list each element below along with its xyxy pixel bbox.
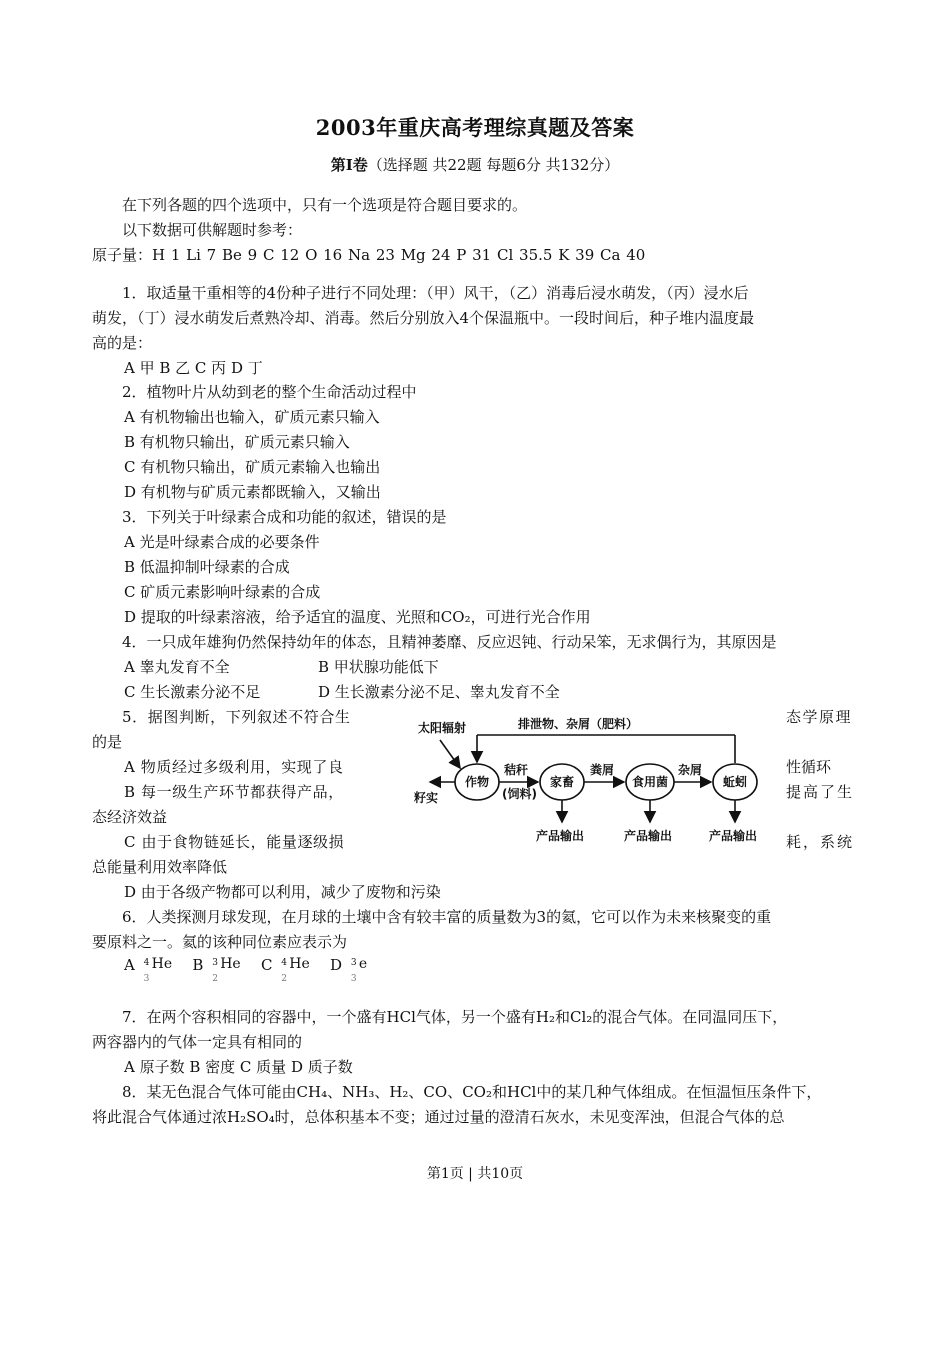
question-5-option-a-right: 性循环	[786, 758, 832, 776]
question-5-option-c: C 由于食物链延长，能量逐级损	[124, 833, 345, 851]
question-5-option-b: B 每一级生产环节都获得产品，	[124, 783, 344, 801]
question-7-options: A 原子数 B 密度 C 质量 D 质子数	[124, 1058, 353, 1076]
question-5-option-c-right: 耗，系统	[786, 833, 855, 851]
question-2-option-c: C 有机物只输出，矿质元素输入也输出	[124, 458, 381, 476]
question-6-line: 6．人类探测月球发现，在月球的土壤中含有较丰富的质量数为3的氦，它可以作为未来核聚变的重	[122, 908, 772, 926]
question-4-option-a: A 睾丸发育不全	[124, 658, 230, 676]
sun-label: 太阳辐射	[418, 721, 467, 735]
feed-label: (饲料)	[502, 787, 537, 801]
question-5-option-b-right: 提高了生	[786, 783, 855, 801]
question-3-option-d: D 提取的叶绿素溶液，给予适宜的温度、光照和CO₂，可进行光合作用	[124, 608, 591, 626]
page-footer: 第1页 | 共10页	[426, 1166, 524, 1182]
question-5-option-d: D 由于各级产物都可以利用，减少了废物和污染	[124, 883, 441, 901]
question-5-option-c-cont: 总能量利用效率降低	[92, 858, 228, 876]
fungi-label: 食用菌	[632, 775, 669, 789]
question-4-stem: 4．一只成年雄狗仍然保持幼年的体态，且精神萎靡、反应迟钝、行动呆笨，无求偶行为，其原因是	[122, 633, 777, 651]
question-4-option-c: C 生长激素分泌不足	[124, 683, 261, 701]
crop-label: 作物	[465, 775, 490, 789]
option-label: B	[192, 956, 204, 974]
question-4-option-b: B 甲状腺功能低下	[318, 658, 439, 676]
livestock-label: 家畜	[550, 775, 575, 789]
question-6-options	[124, 956, 385, 986]
option-label: C	[261, 956, 273, 974]
question-4-option-d: D 生长激素分泌不足、睾丸发育不全	[318, 683, 560, 701]
question-2-option-a: A 有机物输出也输入，矿质元素只输入	[124, 408, 380, 426]
question-3-option-a: A 光是叶绿素合成的必要条件	[124, 533, 320, 551]
question-7-line: 7．在两个容积相同的容器中，一个盛有HCl气体，另一个盛有H₂和Cl₂的混合气体。在同温同压下，	[122, 1008, 788, 1026]
ecosystem-flow-diagram	[410, 710, 780, 858]
question-2-stem: 2．植物叶片从幼到老的整个生命活动过程中	[122, 383, 417, 401]
isotope-notation: 4 He 2	[281, 956, 310, 984]
isotope-notation: 4 He 3	[143, 956, 173, 984]
output-label-3: 产品输出	[709, 829, 758, 843]
intro-line: 以下数据可供解题时参考：	[122, 221, 303, 239]
question-2-option-b: B 有机物只输出，矿质元素只输入	[124, 433, 350, 451]
question-1-options: A 甲 B 乙 C 丙 D 丁	[124, 359, 263, 377]
question-5-stem-right: 态学原理	[786, 708, 853, 726]
question-8-line: 8．某无色混合气体可能由CH₄、NH₃、H₂、CO、CO₂和HCl中的某几种气体组成。在恒温恒压条件下，	[122, 1083, 822, 1101]
option-label: D	[330, 956, 343, 974]
atomic-mass-line: 原子量：H 1 Li 7 Be 9 C 12 O 16 Na 23 Mg 24 P 31 Cl 35.5 K 39 Ca 40	[92, 246, 646, 264]
question-3-option-c: C 矿质元素影响叶绿素的合成	[124, 583, 321, 601]
question-1-line: 1．取适量干重相等的4份种子进行不同处理：（甲）风干，（乙）消毒后浸水萌发，（丙）浸水后	[122, 284, 749, 302]
question-3-stem: 3．下列关于叶绿素合成和功能的叙述，错误的是	[122, 508, 447, 526]
output-label-2: 产品输出	[624, 829, 673, 843]
question-2-option-d: D 有机物与矿质元素都既输入，又输出	[124, 483, 381, 501]
question-8-line: 将此混合气体通过浓H₂SO₄时，总体积基本不变；通过过量的澄清石灰水，未见变浑浊，但混合气体的总	[92, 1108, 785, 1126]
seed-label: 籽实	[414, 791, 439, 805]
debris-label: 杂屑	[678, 763, 703, 777]
question-1-line: 高的是：	[92, 334, 153, 352]
question-3-option-b: B 低温抑制叶绿素的合成	[124, 558, 290, 576]
straw-label: 秸秆	[504, 763, 529, 777]
isotope-notation: 3 e 3	[350, 956, 368, 984]
question-7-line: 两容器内的气体一定具有相同的	[92, 1033, 303, 1051]
question-1-line: 萌发，（丁）浸水萌发后煮熟冷却、消毒。然后分别放入4个保温瓶中。一段时间后，种子堆内温度最	[92, 309, 755, 327]
page-title: 2003年重庆高考理综真题及答案	[315, 115, 635, 140]
question-5-stem: 5．据图判断，下列叙述不符合生	[122, 708, 351, 726]
question-6-line: 要原料之一。氦的该种同位素应表示为	[92, 933, 348, 951]
section-subtitle	[0, 154, 950, 175]
option-label: A	[124, 956, 135, 974]
question-5-stem-cont: 的是	[92, 733, 123, 751]
output-label-1: 产品输出	[536, 829, 585, 843]
question-5-option-a: A 物质经过多级利用，实现了良	[124, 758, 344, 776]
feedback-label: 排泄物、杂屑（肥料）	[518, 717, 639, 731]
section-detail: （选择题 共22题 每题6分 共132分）	[367, 156, 620, 174]
isotope-notation: 3 He 2	[212, 956, 241, 984]
question-5-option-b-cont: 态经济效益	[92, 808, 168, 826]
section-label: 第Ⅰ卷	[330, 156, 368, 174]
dung-label: 粪屑	[590, 763, 615, 777]
earthworm-label: 蚯蚓	[723, 775, 748, 789]
sun-arrow	[440, 740, 460, 768]
intro-line: 在下列各题的四个选项中，只有一个选项是符合题目要求的。	[122, 196, 528, 214]
